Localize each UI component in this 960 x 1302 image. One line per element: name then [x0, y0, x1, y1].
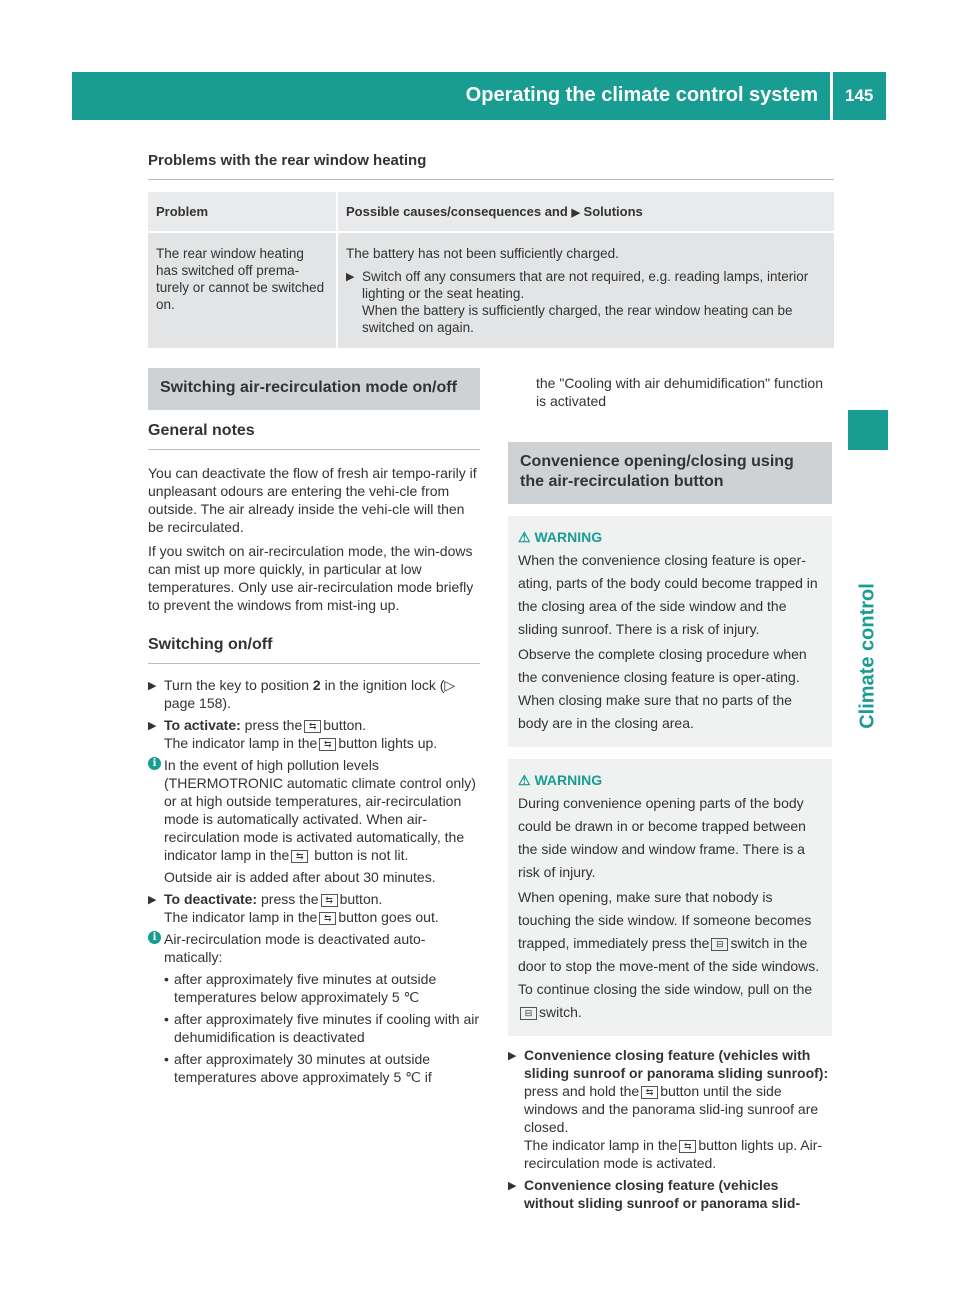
info-note-auto-deactivate: [148, 930, 480, 1086]
right-column: [508, 374, 832, 1212]
page-number: 145: [845, 86, 874, 105]
arrow-icon: ▶: [148, 894, 157, 906]
step-text: The indicator lamp in the: [164, 735, 318, 751]
warning-box-closing: [508, 516, 832, 747]
side-tab-label: Climate control: [856, 583, 879, 729]
info-text: Air-recirculation mode is deactivated auto-matically:: [164, 931, 426, 965]
warning-triangle-icon: ⚠: [518, 529, 531, 545]
page-header-title: Operating the climate control system: [465, 84, 818, 106]
step-text: Turn the key to position: [164, 677, 310, 693]
column-header-problem: Problem: [148, 192, 336, 231]
arrow-icon: ▶: [508, 1180, 517, 1192]
warning-text: switch.: [539, 1004, 582, 1020]
divider: [148, 179, 834, 180]
switching-on-off-title: Switching on/off: [148, 636, 273, 653]
general-notes-p1: You can deactivate the flow of fresh air tempo-rarily if unpleasant odours are entering the vehi-cle from outside. The air already inside the vehi-cle will then be recirculated.: [148, 465, 477, 535]
warning-heading: [518, 526, 822, 549]
bullet-icon: •: [164, 1011, 169, 1027]
recirc-section-title: Switching air-recirculation mode on/off: [148, 368, 480, 410]
problems-title: Problems with the rear window heating: [148, 152, 427, 169]
step-label: Convenience closing feature (vehicles with sliding sunroof or panorama sliding sunroof):: [524, 1047, 829, 1081]
recirculation-button-icon: ⇆: [319, 738, 336, 751]
arrow-icon: ▶: [346, 271, 355, 283]
column-header-solutions: [338, 192, 834, 231]
warning-text: When the convenience closing feature is oper-ating, parts of the body could become trapped in the closing area of the side window and the sliding sunroof. There is a risk of injury.: [518, 552, 818, 637]
step-text: press the: [261, 891, 319, 907]
window-switch-icon: ⊟: [711, 938, 728, 951]
general-notes-p2: If you switch on air-recirculation mode, the win-dows can mist up more quickly, in particular at low temperatures. Only use air-recirculation mode briefly to prevent the windows from mist-ing up.: [148, 543, 474, 613]
divider: [148, 449, 480, 450]
bullet-icon: •: [164, 1051, 169, 1067]
step-text: press the: [244, 717, 303, 733]
arrow-icon: ▶: [571, 207, 580, 219]
warning-text: When opening, make sure that nobody is touching the side window. If someone becomes trapped, immediately press the: [518, 889, 812, 951]
table-cell-solution: [338, 233, 834, 348]
step-text: button.: [339, 891, 383, 907]
info-text: button is not lit.: [314, 847, 409, 863]
warning-box-opening: [508, 759, 832, 1036]
step-text: button lights up.: [338, 735, 438, 751]
general-notes-title: General notes: [148, 422, 255, 439]
list-item: [164, 1050, 480, 1086]
left-column: [148, 368, 480, 1086]
step-label: To deactivate:: [164, 891, 258, 907]
list-item: [164, 1010, 480, 1046]
warning-label: WARNING: [534, 772, 603, 788]
step-text: Switch off any consumers that are not required, e.g. reading lamps, interior lighting or the seat heating.: [362, 269, 809, 301]
recirculation-button-icon: ⇆: [321, 894, 338, 907]
info-text: In the event of high pollution levels (THERMOTRONIC automatic climate control only) or at high outside temperatures, air-recirculation mode is automatically activated. When air-recirculation mode is activated automatically, the indicator lamp in the: [164, 757, 476, 863]
step-text: button.: [323, 717, 367, 733]
step-label: To activate:: [164, 717, 241, 733]
column-header-text: Solutions: [583, 204, 643, 219]
side-tab-marker: [848, 410, 888, 450]
arrow-icon: ▶: [148, 720, 157, 732]
info-icon: i: [148, 757, 161, 770]
window-switch-icon: ⊟: [520, 1007, 537, 1020]
step-activate: [148, 716, 480, 752]
list-item-text: after approximately 30 minutes at outside temperatures above approximately 5 ℃ if: [174, 1051, 432, 1085]
recirculation-button-icon: ⇆: [641, 1086, 658, 1099]
position-value: 2: [312, 677, 321, 693]
column-header-text: Possible causes/consequences and: [346, 204, 568, 219]
recirculation-button-icon: ⇆: [304, 720, 321, 733]
warning-label: WARNING: [534, 529, 603, 545]
step-label: Convenience closing feature (vehicles without sliding sunroof or panorama slid-: [524, 1177, 801, 1211]
arrow-icon: ▶: [508, 1050, 517, 1062]
info-note-pollution: [148, 756, 480, 886]
info-text: Outside air is added after about 30 minutes.: [164, 869, 436, 885]
step-text: When the battery is sufficiently charged, the rear window heating can be switched on again.: [362, 303, 793, 335]
cause-text: The battery has not been sufficiently charged.: [346, 246, 619, 261]
step-turn-key: [148, 676, 480, 712]
list-item: [164, 970, 480, 1006]
continued-text: the "Cooling with air dehumidification" function is activated: [536, 375, 823, 409]
step-text: button goes out.: [338, 909, 439, 925]
arrow-icon: ▶: [148, 680, 157, 692]
list-item-text: after approximately five minutes if cooling with air dehumidification is deactivated: [174, 1011, 480, 1045]
warning-text: switch in the door to stop the move-ment of the side windows. To continue closing the side window, pull on the: [518, 935, 820, 997]
warning-text: During convenience opening parts of the body could be drawn in or become trapped between the side window and window frame. There is a risk of injury.: [518, 795, 806, 880]
step-convenience-closing-sunroof: [508, 1046, 832, 1172]
info-icon: i: [148, 931, 161, 944]
recirculation-button-icon: ⇆: [291, 850, 308, 863]
header-separator: [830, 72, 833, 120]
step-text: The indicator lamp in the: [164, 909, 318, 925]
warning-heading: [518, 769, 822, 792]
step-deactivate: [148, 890, 480, 926]
problems-table: [146, 190, 836, 350]
step-text: press and hold the: [524, 1083, 640, 1099]
problems-section: [148, 152, 834, 350]
warning-text: Observe the complete closing procedure when the convenience closing feature is oper-ating. When closing make sure that no parts of the body are in the closing area.: [518, 646, 807, 731]
step-text: in the ignition lock (▷ page 158).: [164, 677, 456, 711]
step-text: The indicator lamp in the: [524, 1137, 678, 1153]
solution-step: [346, 268, 826, 336]
step-convenience-closing-no-sunroof: [508, 1176, 832, 1212]
step-text: button until the side windows and the panorama slid-ing sunroof are closed.: [524, 1083, 819, 1135]
convenience-section-title: Convenience opening/closing using the air-recirculation button: [508, 442, 832, 504]
recirculation-button-icon: ⇆: [319, 912, 336, 925]
divider: [148, 663, 480, 664]
list-item-text: after approximately five minutes at outside temperatures below approximately 5 ℃: [174, 971, 437, 1005]
recirculation-button-icon: ⇆: [679, 1140, 696, 1153]
table-cell-problem: The rear window heating has switched off prema-turely or cannot be switched on.: [148, 233, 336, 348]
bullet-icon: •: [164, 971, 169, 987]
warning-triangle-icon: ⚠: [518, 772, 531, 788]
step-text: button lights up. Air-recirculation mode is activated.: [524, 1137, 823, 1171]
